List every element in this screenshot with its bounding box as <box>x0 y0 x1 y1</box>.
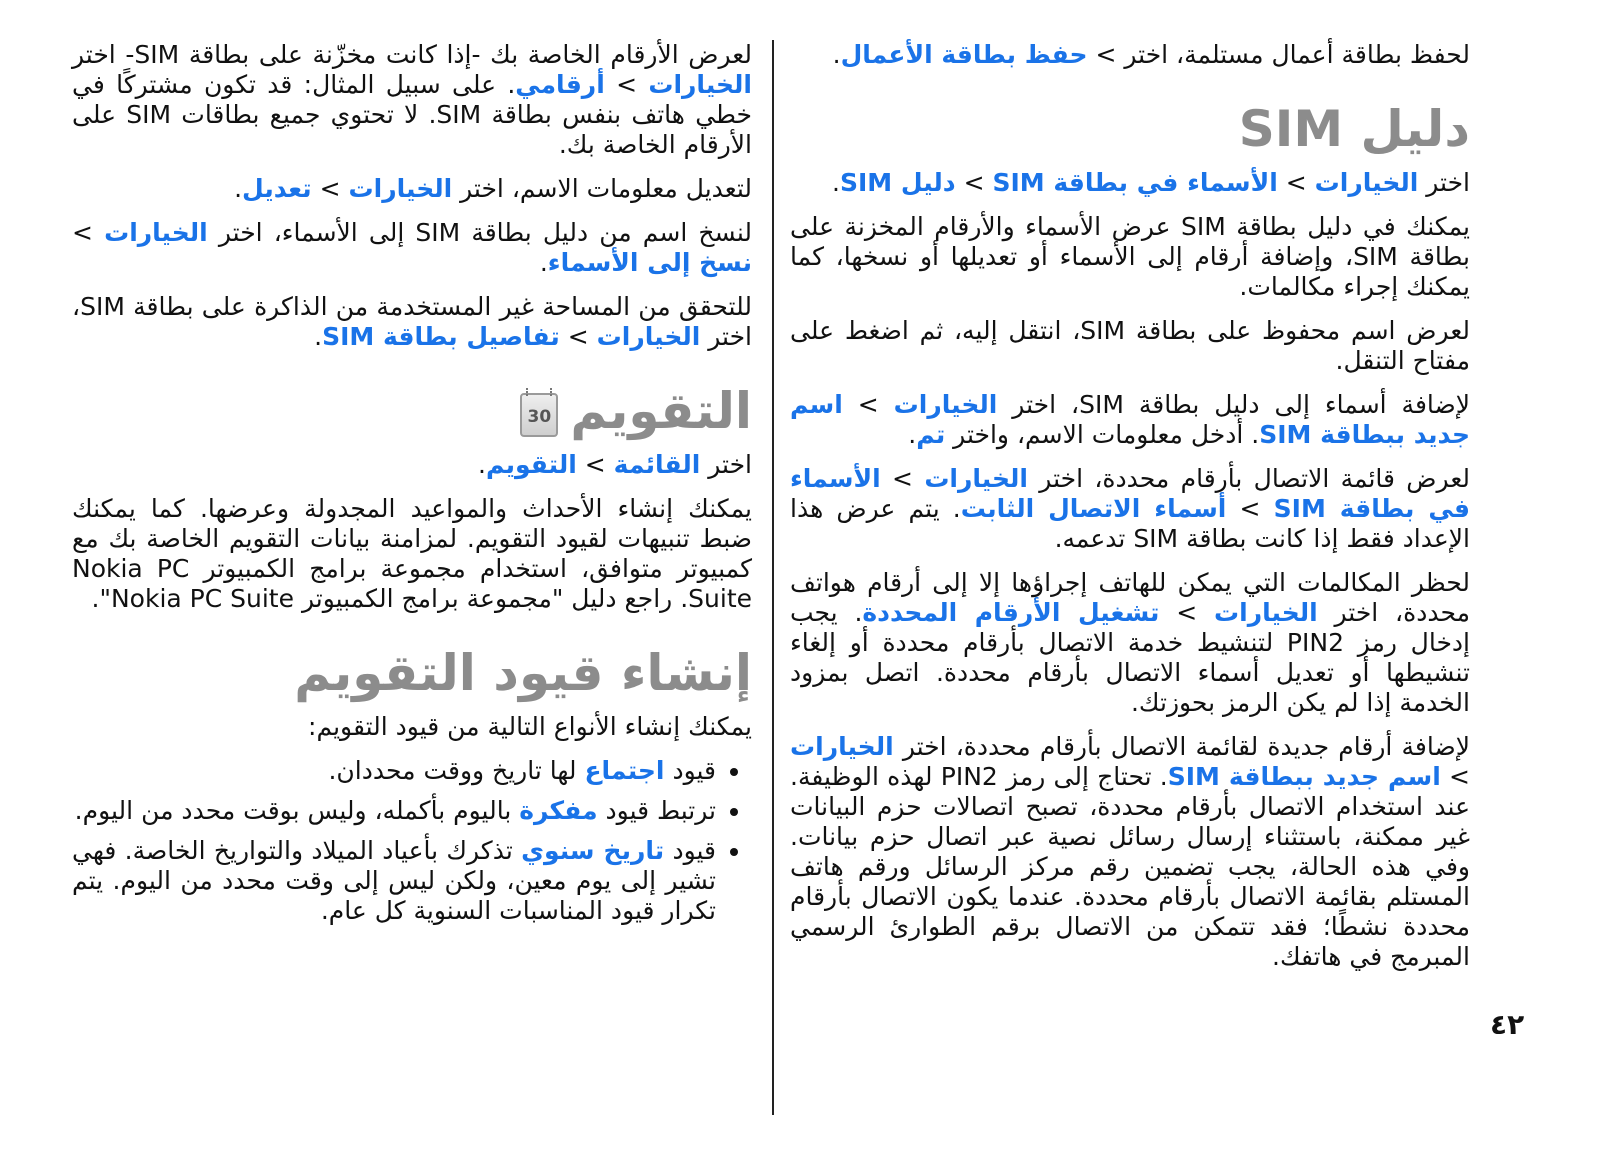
entry-types-list <box>72 756 752 926</box>
save-business-card-paragraph: لحفظ بطاقة أعمال مستلمة، اختر > حفظ بطاقة الأعمال. <box>832 40 1470 69</box>
calendar-icon: 30 <box>520 393 558 437</box>
list-item: • ترتبط قيود مفكرة باليوم بأكمله، وليس بوقت محدد من اليوم. <box>72 796 716 826</box>
edit-name-paragraph: لتعديل معلومات الاسم، اختر الخيارات > تعديل. <box>234 174 752 203</box>
section-title-create-calendar-entries: إنشاء قيود التقويم <box>294 644 752 702</box>
section-title-calendar: التقويم30 <box>72 382 752 440</box>
add-fixed-numbers-paragraph: لإضافة أرقام جديدة لقائمة الاتصال بأرقام محددة، اختر الخيارات > اسم جديد ببطاقة SIM. تحتاج إلى رمز PIN2 لهذه الوظيفة. عند استخدام الاتصال بأرقام محددة، تصبح اتصالات حزم البيانات غير ممكنة، باستثناء إرسال رسائل نصية عبر اتصال حزم بيانات. وفي هذه الحالة، يجب تضمين رقم مركز الرسائل ورقم هاتف المستلم بقائمة الاتصال بأرقام محددة. عندما يكون الاتصال بأرقام محددة نشطًا؛ فقد تتمكن من الاتصال برقم الطوارئ الرسمي المبرمج في هاتفك. <box>790 732 1470 971</box>
calendar-description: يمكنك إنشاء الأحداث والمواعيد المجدولة وعرضها. كما يمكنك ضبط تنبيهات لقيود التقويم. لمزامنة بيانات التقويم الخاصة بك مع كمبيوتر متوافق، استخدام مجموعة برامج الكمبيوتر Nokia PC Suite. راجع دليل "مجموعة برامج الكمبيوتر Nokia PC Suite". <box>72 494 752 613</box>
my-numbers-paragraph: لعرض الأرقام الخاصة بك -إذا كانت مخزّنة على بطاقة SIM- اختر الخيارات > أرقامي. على سبيل المثال: قد تكون مشتركًا في خطي هاتف بنفس بطاقة SIM. لا تحتوي جميع بطاقات SIM على الأرقام الخاصة بك. <box>72 40 752 159</box>
list-item: • قيود اجتماع لها تاريخ ووقت محددان. <box>72 756 716 786</box>
entry-types-intro: يمكنك إنشاء الأنواع التالية من قيود التقويم: <box>308 712 752 741</box>
sim-directory-path-paragraph: اختر الخيارات > الأسماء في بطاقة SIM > دليل SIM. <box>832 168 1470 197</box>
section-title-sim-directory: دليل SIM <box>1238 100 1470 158</box>
fixed-dialing-list-paragraph: لعرض قائمة الاتصال بأرقام محددة، اختر الخيارات > الأسماء في بطاقة SIM > أسماء الاتصال الثابت. يتم عرض هذا الإعداد فقط إذا كانت بطاقة SIM تدعمه. <box>790 464 1471 553</box>
list-item: • قيود تاريخ سنوي تذكرك بأعياد الميلاد والتواريخ الخاصة. فهي تشير إلى يوم معين، ولكن ليس إلى وقت محدد من اليوم. يتم تكرار قيود المناسبات السنوية كل عام. <box>72 836 716 926</box>
sim-directory-description: يمكنك في دليل بطاقة SIM عرض الأسماء والأرقام المخزنة على بطاقة SIM، وإضافة أرقام إلى الأسماء أو تعديلها أو نسخها، كما يمكنك إجراء مكالمات. <box>790 212 1470 301</box>
page-number: ٤٢ <box>1490 1008 1525 1041</box>
view-sim-name-paragraph: لعرض اسم محفوظ على بطاقة SIM، انتقل إليه، ثم اضغط على مفتاح التنقل. <box>790 316 1470 375</box>
sim-memory-paragraph: للتحقق من المساحة غير المستخدمة من الذاكرة على بطاقة SIM، اختر الخيارات > تفاصيل بطاقة SIM. <box>72 292 752 351</box>
menu-path-save-card: حفظ بطاقة الأعمال <box>840 40 1088 69</box>
left-column <box>72 40 752 936</box>
restrict-calls-paragraph: لحظر المكالمات التي يمكن للهاتف إجراؤها إلا إلى أرقام هواتف محددة، اختر الخيارات > تشغيل الأرقام المحددة. يجب إدخال رمز PIN2 لتنشيط خدمة الاتصال بأرقام محددة أو إلغاء تنشيطها أو تعديل أسماء الاتصال بأرقام محددة. اتصل بمزود الخدمة إذا لم يكن الرمز بحوزتك. <box>790 568 1470 717</box>
add-sim-names-paragraph: لإضافة أسماء إلى دليل بطاقة SIM، اختر الخيارات > اسم جديد ببطاقة SIM. أدخل معلومات الاسم، واختر تم. <box>790 390 1471 449</box>
copy-name-paragraph: لنسخ اسم من دليل بطاقة SIM إلى الأسماء، اختر الخيارات > نسخ إلى الأسماء. <box>72 218 752 277</box>
right-column <box>790 40 1470 986</box>
column-divider <box>772 40 774 1115</box>
calendar-path-paragraph: اختر القائمة > التقويم. <box>478 450 752 479</box>
